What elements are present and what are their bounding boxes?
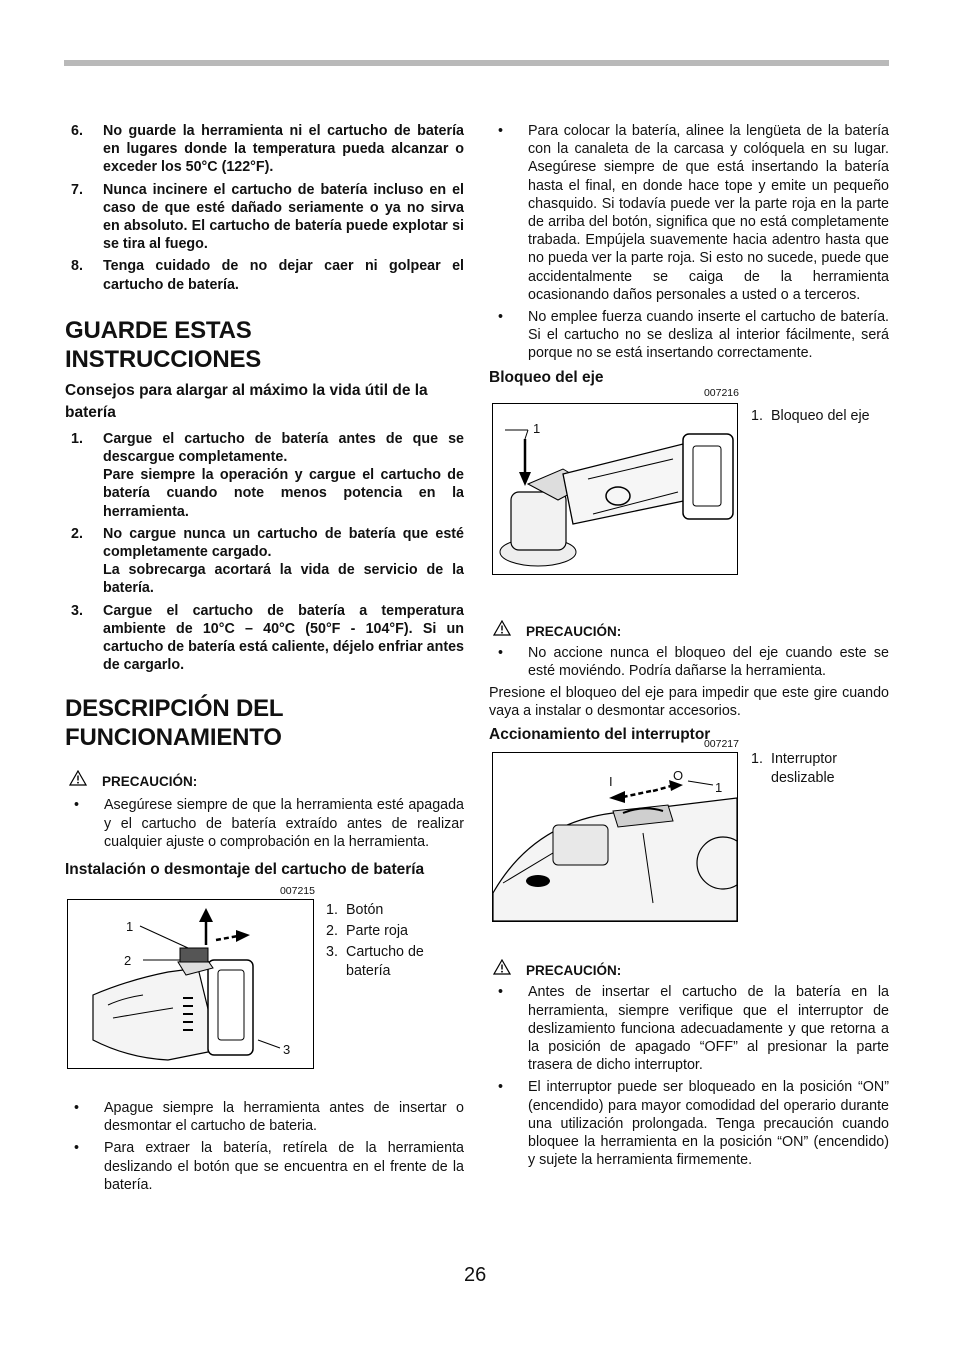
switch-drawing xyxy=(493,753,737,921)
caution-list xyxy=(65,796,464,851)
warning-triangle-icon xyxy=(69,770,87,786)
lock-caution-list xyxy=(489,644,889,680)
figure-image xyxy=(492,403,738,575)
list-item: • Para colocar la batería, alinee la lengüeta de la batería con la canaleta de la carcasa y colóquela en su lugar. Asegúrese siempre de que está insertando la batería hasta el final, en donde hace tope y emite un pequeño chasquido. Si todavía puede ver la parte roja en la parte de arriba del botón, significa que no está completamente trabada. Empújela suavemente hacia adentro hasta que no pueda ver la parte roja. Si esto no sucede, puede que accidentalmente se caiga de la herramienta ocasionando daños personales a usted o a terceros. xyxy=(489,122,889,304)
figure-legend xyxy=(326,901,466,980)
figure-code: 007217 xyxy=(703,738,739,751)
callout-1: 1 xyxy=(715,780,723,796)
battery-install-drawing xyxy=(68,900,313,1068)
callout-on: I xyxy=(609,774,613,790)
heading-function-description: DESCRIPCIÓN DEL FUNCIONAMIENTO xyxy=(65,695,283,752)
callout-1: 1 xyxy=(126,919,134,935)
shaft-lock-heading: Bloqueo del eje xyxy=(489,368,604,386)
caution-label: PRECAUCIÓN: xyxy=(65,772,464,792)
list-item: • Para extraer la batería, retírela de la herramienta deslizando el botón que se encuentra en el frente de la batería. xyxy=(65,1139,464,1194)
callout-1: 1 xyxy=(533,420,541,436)
battery-warnings-list xyxy=(65,122,464,294)
list-item: • No accione nunca el bloqueo del eje cuando este se esté moviéndo. Podría dañarse la herramienta. xyxy=(489,644,889,680)
list-item: 1. Cargue el cartucho de batería antes de que se descargue completamente. Pare siempre la operación y cargue el cartucho de batería cuando note menos potencia en la herramienta. xyxy=(71,430,464,520)
warning-triangle-icon xyxy=(493,959,511,975)
figure-legend xyxy=(751,750,891,786)
list-item: 8. Tenga cuidado de no dejar caer ni golpear el cartucho de batería. xyxy=(71,258,464,293)
figure-legend xyxy=(751,407,896,425)
page-number: 26 xyxy=(464,1264,487,1286)
figure-battery-install xyxy=(65,881,464,1061)
list-item: • No emplee fuerza cuando inserte el cartucho de batería. Si el cartucho no se desliza al interior fácilmente, será porque no se está insertando correctamente. xyxy=(489,308,889,363)
legend-item: 2. Parte roja xyxy=(326,923,408,940)
list-item: • Apague siempre la herramienta antes de insertar o desmontar el cartucho de bateria. xyxy=(65,1099,464,1135)
legend-item: 1. Interruptor deslizable xyxy=(751,751,837,786)
callout-2: 2 xyxy=(124,953,132,969)
left-column xyxy=(65,122,464,1198)
subheading-battery-life: Consejos para alargar al máximo la vida útil de la batería xyxy=(65,381,428,421)
list-item: 3. Cargue el cartucho de batería a temperatura ambiente de 10°C – 40°C (50°F - 104°F). Si un cartucho de batería está caliente, déjelo enfriar antes de cargarlo. xyxy=(71,602,464,674)
figure-code: 007216 xyxy=(703,386,739,399)
install-heading: Instalación o desmontaje del cartucho de batería xyxy=(65,861,425,879)
list-item: • Antes de insertar el cartucho de la batería en la herramienta, siempre verifique que el interruptor de deslizamiento funciona adecuadamente y que retorna a la posición de apagado “OFF” al presionar la parte trasera de dicho interruptor. xyxy=(489,983,889,1074)
lock-paragraph: Presione el bloqueo del eje para impedir que este gire cuando vaya a instalar o desmontar accesorios. xyxy=(489,685,889,720)
battery-tips-list xyxy=(65,430,464,675)
header-rule xyxy=(64,60,889,66)
legend-item: 1. Botón xyxy=(326,902,384,919)
warning-triangle-icon xyxy=(493,620,511,636)
list-item: 2. No cargue nunca un cartucho de batería que esté completamente cargado. La sobrecarga acortará la vida de servicio de la batería. xyxy=(71,525,464,597)
install-list xyxy=(65,1099,464,1194)
caution-label: PRECAUCIÓN: xyxy=(489,961,889,981)
right-column xyxy=(489,122,889,1173)
figure-shaft-lock xyxy=(489,386,889,594)
heading-save-instructions: GUARDE ESTAS INSTRUCCIONES xyxy=(65,316,262,373)
install-list-continued xyxy=(489,122,889,363)
list-item: • Asegúrese siempre de que la herramienta esté apagada y el cartucho de batería extraído antes de realizar cualquier ajuste o comprobación en la herramienta. xyxy=(65,796,464,851)
switch-caution-list xyxy=(489,983,889,1169)
callout-3: 3 xyxy=(283,1042,291,1058)
shaft-lock-drawing xyxy=(493,404,737,574)
caution-label: PRECAUCIÓN: xyxy=(489,622,889,642)
figure-image xyxy=(492,752,738,922)
legend-item: 3. Cartucho de batería xyxy=(326,944,424,979)
list-item: 7. Nunca incinere el cartucho de batería incluso en el caso de que esté dañado seriamente o ya no sirva en absoluto. El cartucho de batería puede explotar si se tira al fuego. xyxy=(71,181,464,253)
list-item: • El interruptor puede ser bloqueado en la posición “ON” (encendido) para mayor comodidad del operario durante una utilización prolongada. Tenga precaución cuando bloquee la herramienta en la posición “ON” (encendido) y sujete la herramienta firmemente. xyxy=(489,1078,889,1169)
switch-heading: Accionamiento del interruptor xyxy=(489,726,711,744)
figure-image xyxy=(67,899,314,1069)
figure-code: 007215 xyxy=(279,885,315,898)
callout-off: O xyxy=(673,768,684,784)
list-item: 6. No guarde la herramienta ni el cartucho de batería en lugares donde la temperatura pueda alcanzar o exceder los 50°C (122°F). xyxy=(71,123,464,176)
figure-switch xyxy=(489,738,889,961)
legend-item: 1. Bloqueo del eje xyxy=(751,407,870,424)
